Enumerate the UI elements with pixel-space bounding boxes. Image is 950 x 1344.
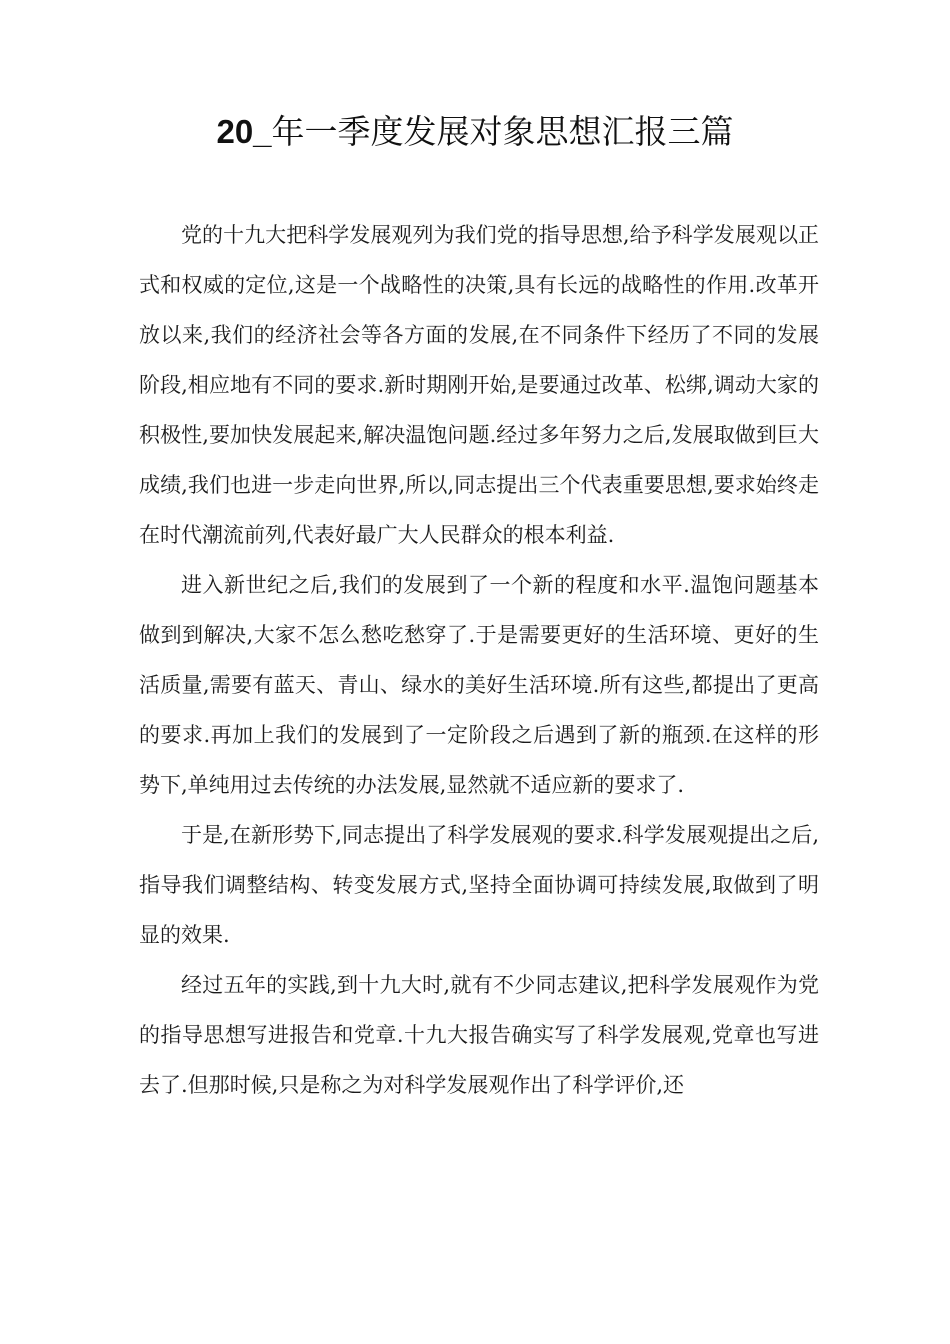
document-body <box>139 210 819 1110</box>
paragraph-2: 进入新世纪之后,我们的发展到了一个新的程度和水平.温饱问题基本做到到解决,大家不怎么愁吃愁穿了.于是需要更好的生活环境、更好的生活质量,需要有蓝天、青山、绿水的美好生活环境.所有这些,都提出了更高的要求.再加上我们的发展到了一定阶段之后遇到了新的瓶颈.在这样的形势下,单纯用过去传统的办法发展,显然就不适应新的要求了. <box>139 573 819 797</box>
paragraph-1: 党的十九大把科学发展观列为我们党的指导思想,给予科学发展观以正式和权威的定位,这是一个战略性的决策,具有长远的战略性的作用.改革开放以来,我们的经济社会等各方面的发展,在不同条件下经历了不同的发展阶段,相应地有不同的要求.新时期刚开始,是要通过改革、松绑,调动大家的积极性,要加快发展起来,解决温饱问题.经过多年努力之后,发展取做到巨大成绩,我们也进一步走向世界,所以,同志提出三个代表重要思想,要求始终走在时代潮流前列,代表好最广大人民群众的根本利益. <box>139 223 819 547</box>
paragraph-4: 经过五年的实践,到十九大时,就有不少同志建议,把科学发展观作为党的指导思想写进报告和党章.十九大报告确实写了科学发展观,党章也写进去了.但那时候,只是称之为对科学发展观作出了科学评价,还 <box>139 973 819 1097</box>
document-title <box>0 108 950 156</box>
paragraph-3: 于是,在新形势下,同志提出了科学发展观的要求.科学发展观提出之后,指导我们调整结构、转变发展方式,坚持全面协调可持续发展,取做到了明显的效果. <box>139 823 819 947</box>
title-text: 年一季度发展对象思想汇报三篇 <box>271 112 734 151</box>
title-prefix: 20_ <box>216 113 272 150</box>
